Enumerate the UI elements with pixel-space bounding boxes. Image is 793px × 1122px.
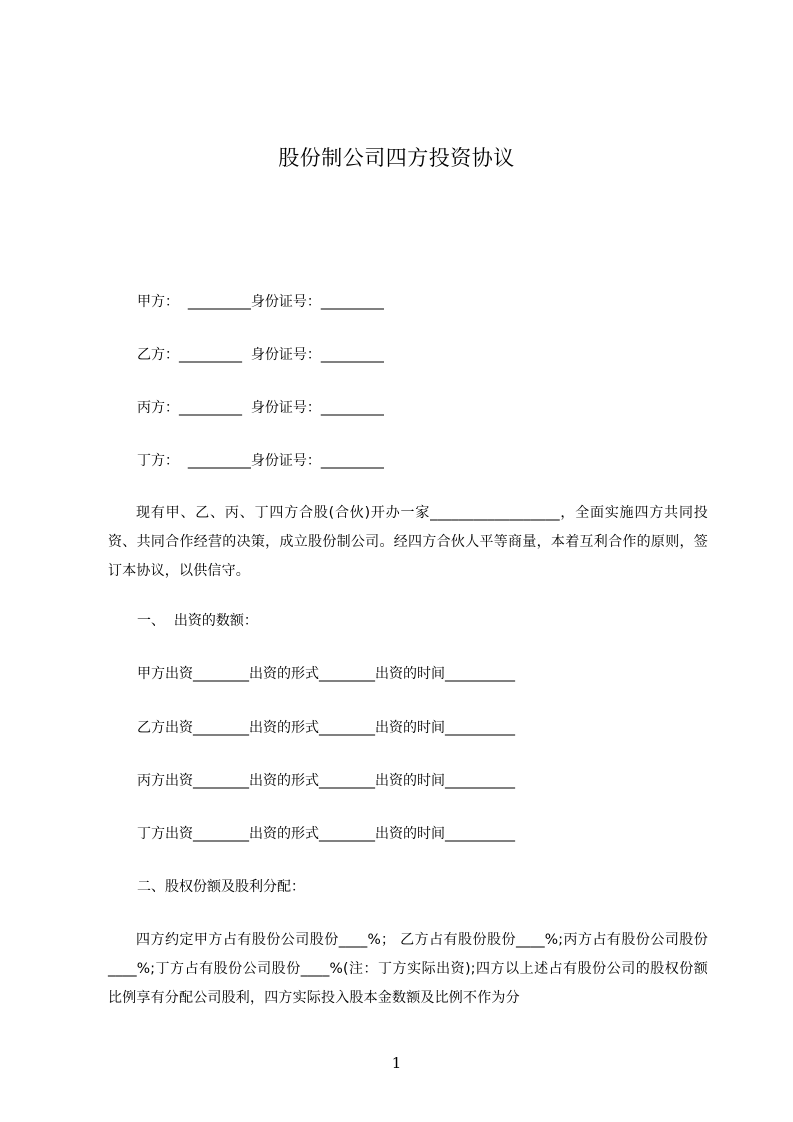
intro-paragraph: 现有甲、乙、丙、丁四方合股(合伙)开办一家__________________，全面实施四方共同投资、共同合作经营的决策，成立股份制公司。经四方合伙人平等商量，本着互利合作的原则，签订本协议，以供信守。 xyxy=(108,505,708,579)
section-2-paragraph: 四方约定甲方占有股份公司股份____%； 乙方占有股份股份____%;丙方占有股份公司股份____%;丁方占有股份公司股份____%(注：丁方实际出资);四方以上述占有股份公司的股权份额比例享有分配公司股利，四方实际投入股本金数额及比例不作为分 xyxy=(108,932,708,1006)
investment-line-d: 丁方出资________出资的形式________出资的时间__________ xyxy=(137,826,515,842)
investment-line-c: 丙方出资________出资的形式________出资的时间__________ xyxy=(137,773,515,789)
party-b-line: 乙方：_________ 身份证号：_________ xyxy=(137,347,384,363)
document-title: 股份制公司四方投资协议 xyxy=(278,146,515,170)
party-c-line: 丙方：_________ 身份证号：_________ xyxy=(137,400,384,416)
investment-line-b: 乙方出资________出资的形式________出资的时间__________ xyxy=(137,720,515,736)
party-a-line: 甲方： _________身份证号：_________ xyxy=(137,294,384,310)
section-1-heading: 一、 出资的数额： xyxy=(137,613,258,629)
section-2-heading: 二、股权份额及股利分配： xyxy=(137,879,305,895)
party-d-line: 丁方： _________身份证号：_________ xyxy=(137,453,384,469)
investment-line-a: 甲方出资________出资的形式________出资的时间__________ xyxy=(137,666,515,682)
page-number: 1 xyxy=(391,1054,402,1072)
